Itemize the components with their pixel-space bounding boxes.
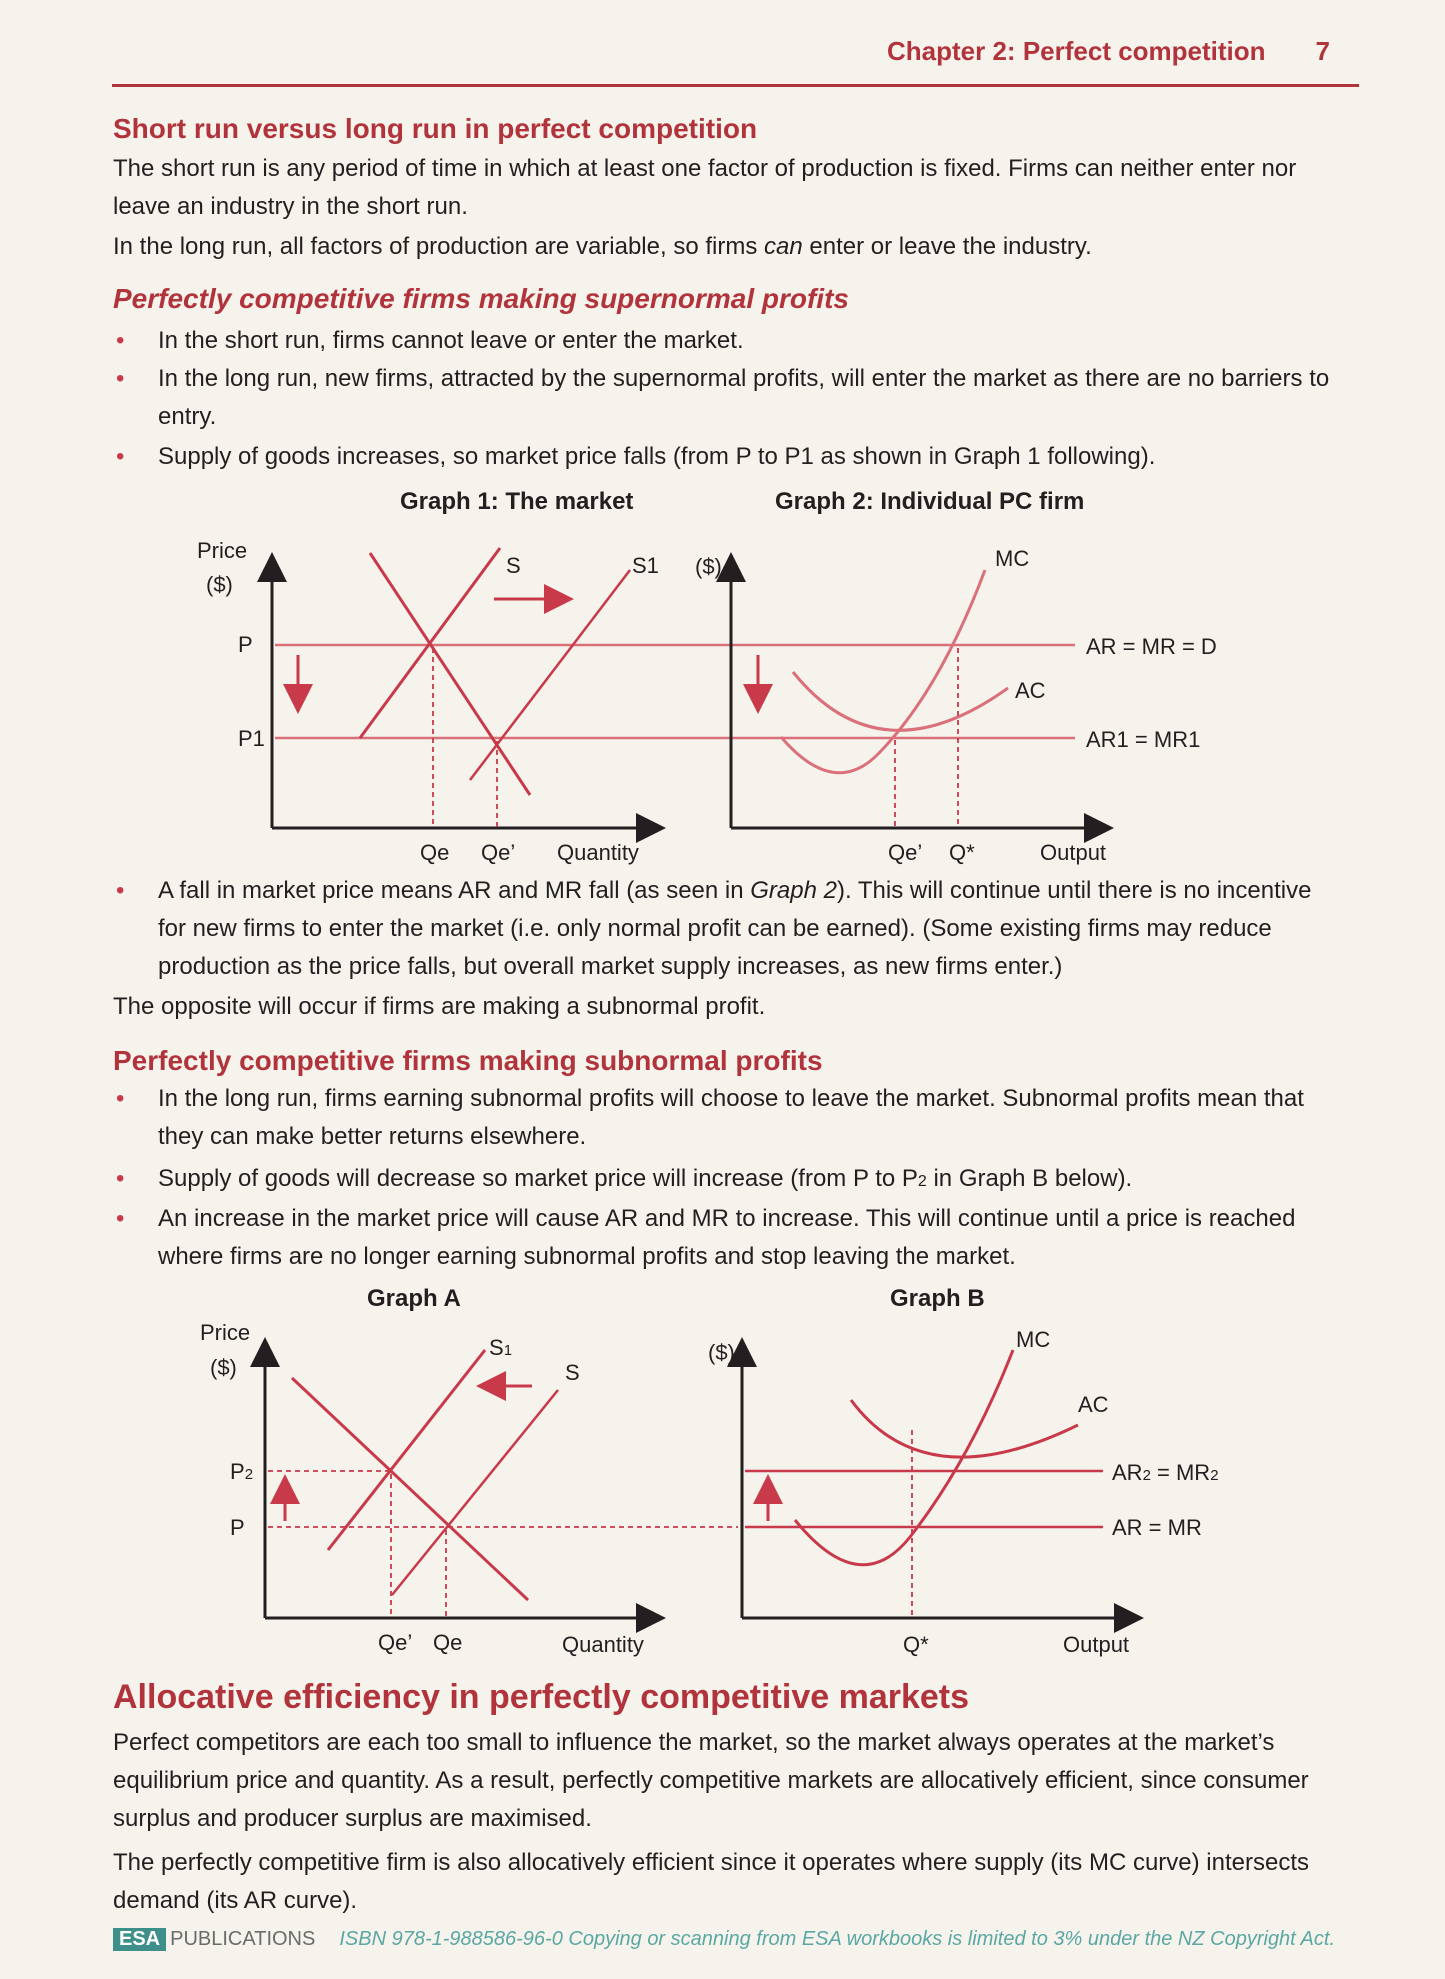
label-ar: AR = MR = D [1086, 634, 1217, 659]
graph2-title: Graph 2: Individual PC firm [775, 488, 1085, 515]
section-title-short-long-run: Short run versus long run in perfect competition [113, 113, 758, 144]
x-label: Output [1063, 1632, 1130, 1657]
graph2-firm [695, 546, 1217, 865]
paragraph-allocative-1: Perfect competitors are each too small to influence the market, so the market always operates at the market’s equilibrium price and quantity. As a result, perfectly competitive markets are allocatively efficient, since consumer surplus and producer surplus are maximised. [113, 1729, 1309, 1832]
label-s: S [506, 553, 521, 578]
bullet-item: • Supply of goods increases, so market price falls (from P to P1 as shown in Graph 1 following). [113, 438, 1343, 476]
publisher-name: PUBLICATIONS [170, 1928, 316, 1950]
y-label: Price [197, 538, 248, 563]
ac-curve [851, 1400, 1078, 1457]
ac-curve [793, 672, 1008, 730]
section-title-subnormal: Perfectly competitive firms making subnormal profits [113, 1045, 823, 1076]
tick-p1: P1 [238, 726, 265, 751]
paragraph-long-run: In the long run, all factors of production are variable, so firms can enter or leave the industry. [113, 233, 1092, 260]
page-number: 7 [1315, 36, 1330, 66]
tick-qe: Qe [433, 1630, 463, 1655]
y-label: Price [200, 1320, 251, 1345]
esa-logo: ESA [113, 1928, 166, 1951]
section-title-supernormal: Perfectly competitive firms making supernormal profits [113, 283, 849, 314]
x-label: Quantity [557, 840, 639, 865]
graphA-market [200, 1320, 738, 1657]
tick-qe-prime: Qe’ [378, 1630, 413, 1655]
supply-curve-s [360, 548, 500, 738]
tick-qstar: Q* [949, 840, 975, 865]
graphB-title: Graph B [890, 1285, 985, 1312]
x-label: Quantity [562, 1632, 644, 1657]
paragraph-short-run: The short run is any period of time in which at least one factor of production is fixed. Firms can neither enter nor leave an industry in the short run. [113, 155, 1297, 220]
y-unit: ($) [695, 554, 722, 579]
paragraph-opposite: The opposite will occur if firms are making a subnormal profit. [113, 993, 766, 1020]
mc-curve [781, 570, 985, 773]
bullet-item: • In the long run, new firms, attracted by the supernormal profits, will enter the market as there are no barriers to entry. [113, 360, 1343, 436]
tick-p: P [238, 632, 253, 657]
footer-notice: ISBN 978-1-988586-96-0 Copying or scanning from ESA workbooks is limited to 3% under the NZ Copyright Act. [339, 1928, 1336, 1950]
bullet-item: • An increase in the market price will cause AR and MR to increase. This will continue until a price is reached where firms are no longer earning subnormal profits and stop leaving the market. [113, 1200, 1343, 1276]
label-s: S [565, 1360, 580, 1385]
bullet-item: • A fall in market price means AR and MR fall (as seen in Graph 2). This will continue until there is no incentive for new firms to enter the market (i.e. only normal profit can be earned). (Some existing firms may reduce production as the price falls, but overall market supply increases, as new firms enter.) [113, 872, 1343, 986]
demand-curve [370, 553, 530, 795]
bullet-item: • In the long run, firms earning subnormal profits will choose to leave the market. Subnormal profits mean that they can make better returns elsewhere. [113, 1080, 1343, 1156]
supply-curve-s1 [328, 1350, 485, 1550]
tick-qstar: Q* [903, 1632, 929, 1657]
label-ar1: AR1 = MR1 [1086, 727, 1201, 752]
section-title-allocative: Allocative efficiency in perfectly competitive markets [113, 1678, 970, 1716]
tick-qe: Qe [420, 840, 450, 865]
label-s1: S1 [489, 1335, 513, 1360]
label-ac: AC [1015, 678, 1046, 703]
graph1-market [197, 538, 1075, 865]
tick-p: P [230, 1515, 245, 1540]
y-unit: ($) [206, 572, 233, 597]
y-unit: ($) [210, 1355, 237, 1380]
paragraph-allocative-2: The perfectly competitive firm is also allocatively efficient since it operates where supply (its MC curve) intersects demand (its AR curve). [113, 1849, 1310, 1914]
tick-qe-prime: Qe’ [481, 840, 516, 865]
label-ar: AR = MR [1112, 1515, 1202, 1540]
label-mc: MC [1016, 1327, 1051, 1352]
tick-p2: P2 [230, 1459, 254, 1484]
supply-curve-s1 [470, 570, 630, 780]
tick-qe-prime: Qe’ [888, 840, 923, 865]
label-ar2: AR2 = MR2 [1112, 1460, 1219, 1485]
demand-curve [292, 1378, 528, 1600]
y-unit: ($) [708, 1340, 735, 1365]
label-s1: S1 [632, 553, 659, 578]
bullet-item: • Supply of goods will decrease so market price will increase (from P to P2 in Graph B below). [113, 1160, 1343, 1201]
x-label: Output [1040, 840, 1107, 865]
label-ac: AC [1078, 1392, 1109, 1417]
graphA-title: Graph A [367, 1285, 461, 1312]
chapter-title: Chapter 2: Perfect competition [887, 36, 1266, 66]
graphB-firm [708, 1327, 1219, 1657]
supply-curve-s [392, 1390, 558, 1595]
graph1-title: Graph 1: The market [400, 488, 634, 515]
label-mc: MC [995, 546, 1030, 571]
bullet-item: • In the short run, firms cannot leave or enter the market. [113, 322, 1343, 360]
